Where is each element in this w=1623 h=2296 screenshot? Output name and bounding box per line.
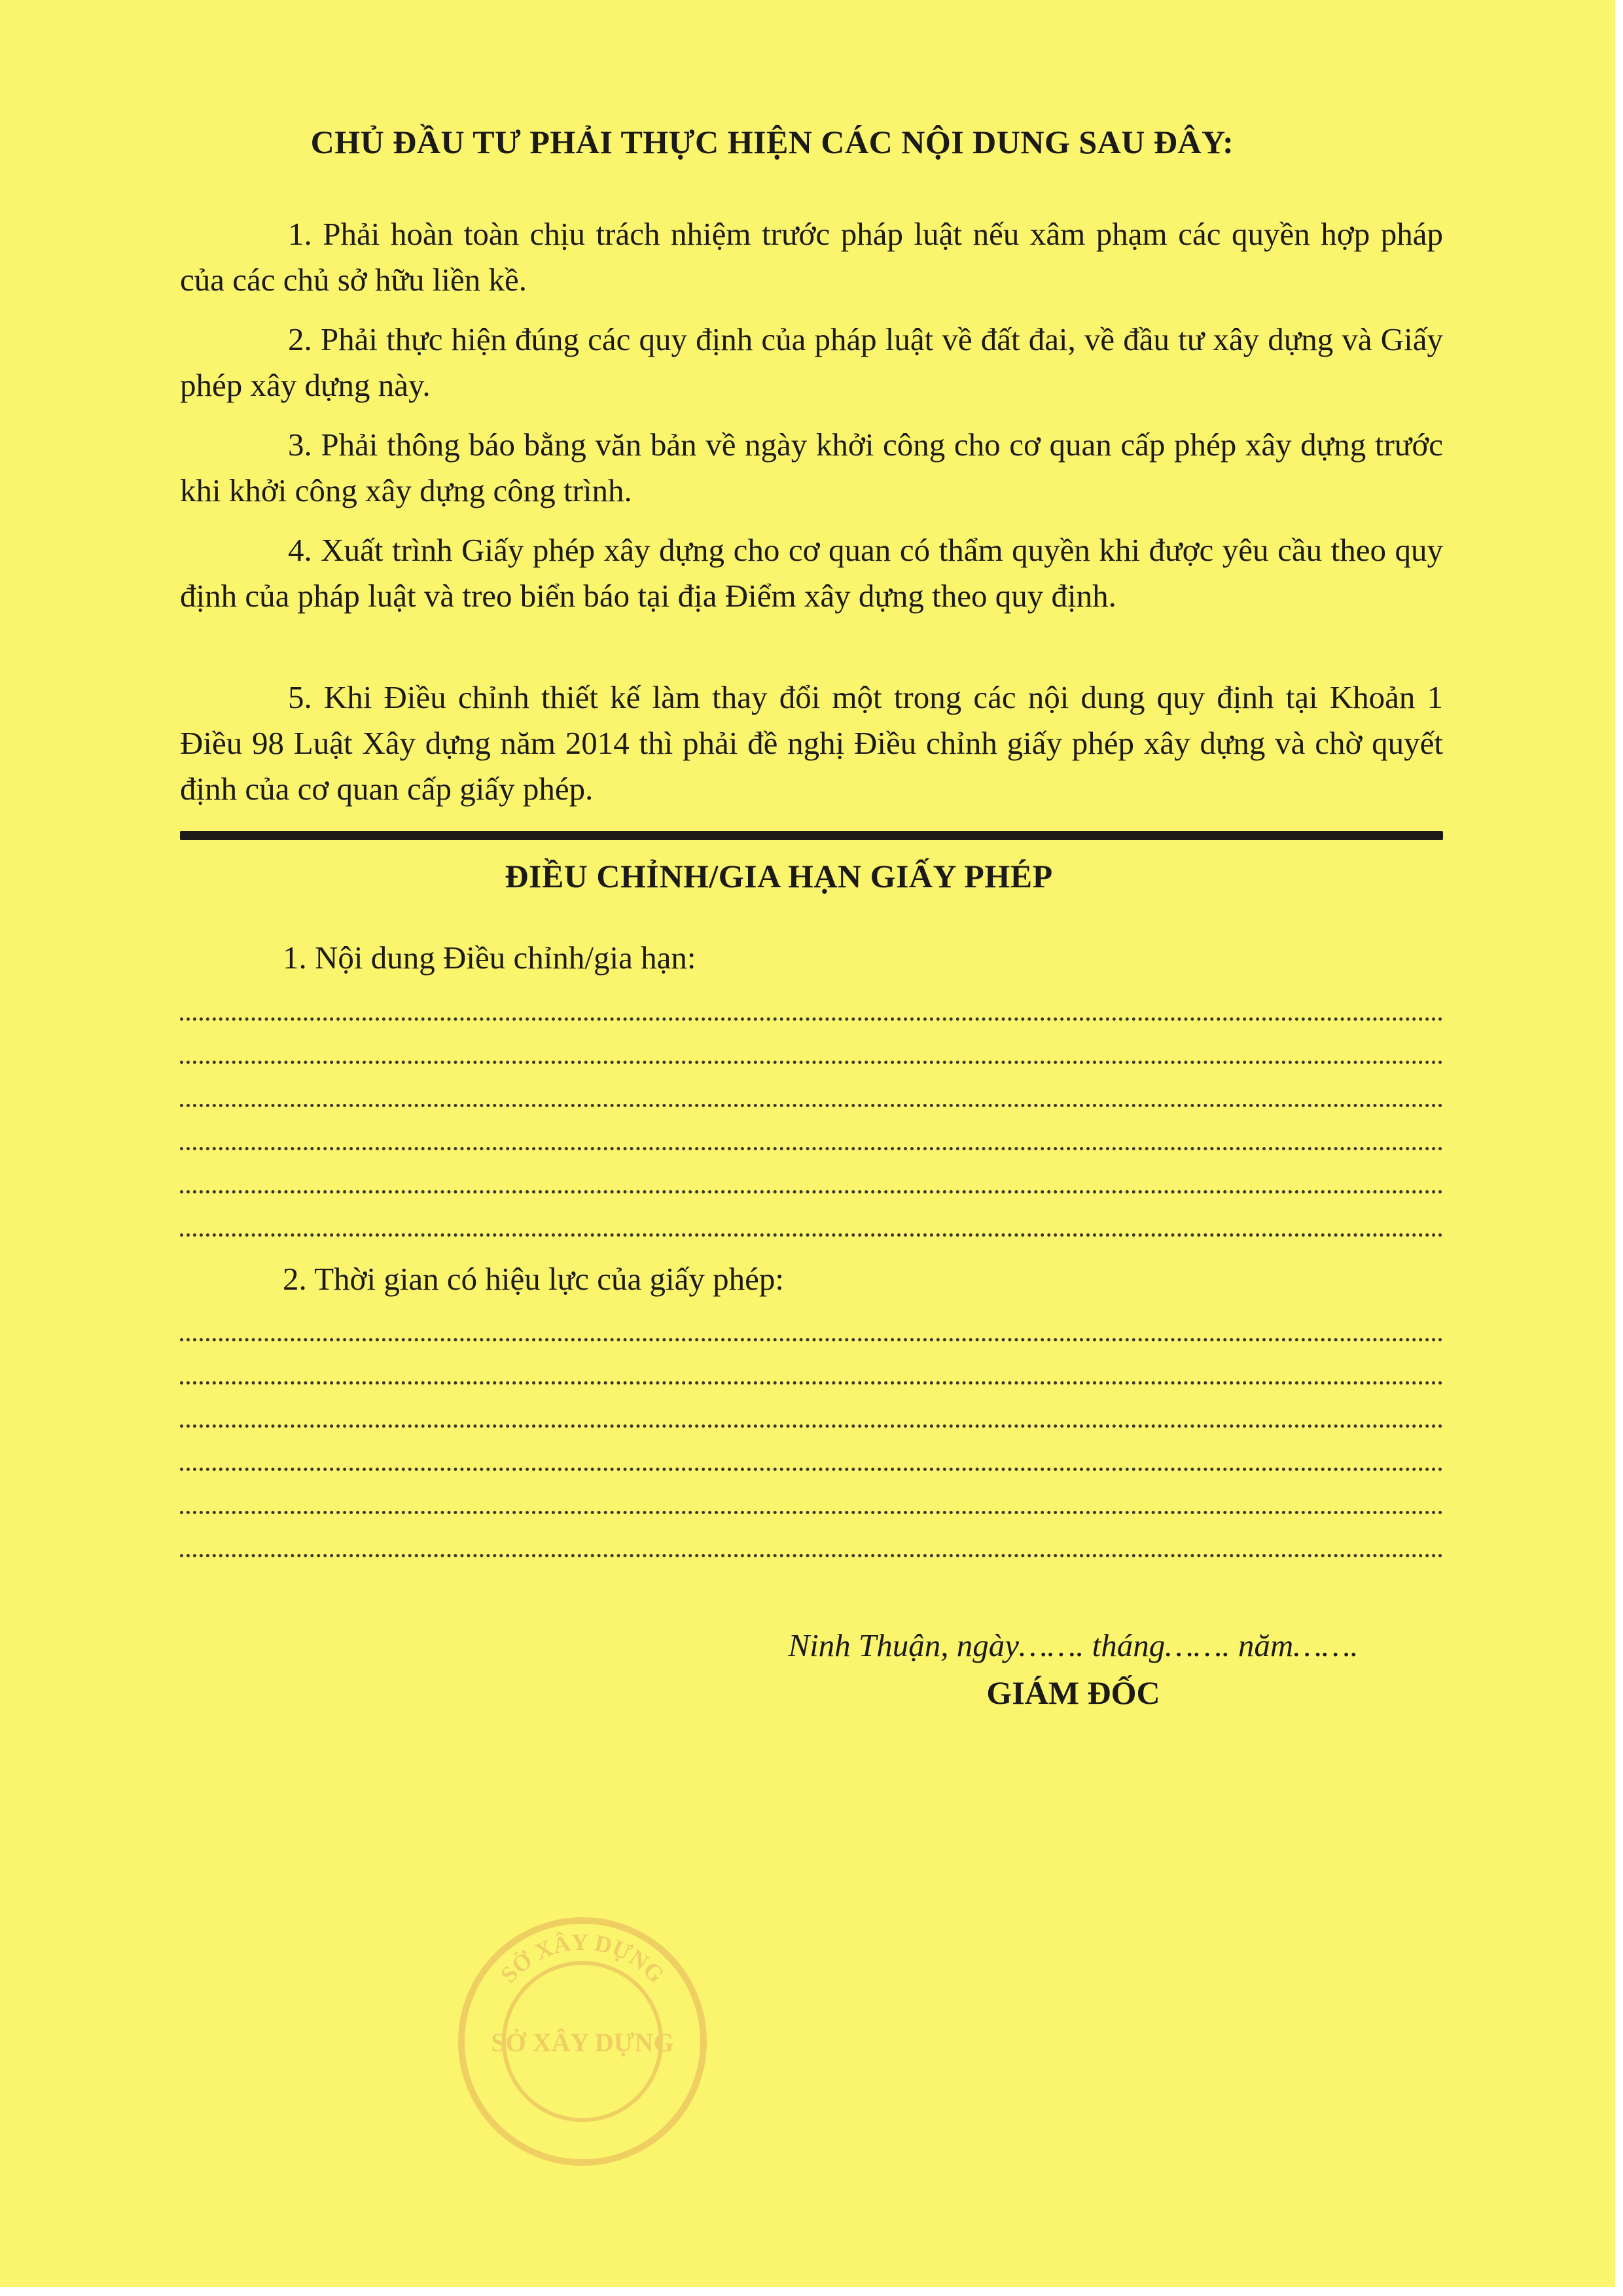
adjustment-fill-line[interactable] — [180, 1104, 1443, 1107]
validity-fill-line[interactable] — [180, 1424, 1443, 1428]
adjustment-fill-line[interactable] — [180, 1061, 1443, 1064]
obligation-item-5: 5. Khi Điều chỉnh thiết kế làm thay đổi một trong các nội dung quy định tại Khoản 1 Điều 98 Luật Xây dựng năm 2014 thì phải đề nghị Điều chỉnh giấy phép xây dựng và chờ quyết định của cơ quan cấp giấy phép. — [180, 679, 1443, 807]
obligation-item-1: 1. Phải hoàn toàn chịu trách nhiệm trước pháp luật nếu xâm phạm các quyền hợp pháp của các chủ sở hữu liền kề. — [180, 216, 1443, 298]
adjustment-fill-line[interactable] — [180, 1190, 1443, 1193]
obligation-item-2: 2. Phải thực hiện đúng các quy định của pháp luật về đất đai, về đầu tư xây dựng và Giấy phép xây dựng này. — [180, 321, 1443, 403]
obligation-item-4: 4. Xuất trình Giấy phép xây dựng cho cơ quan có thẩm quyền khi được yêu cầu theo quy định của pháp luật và treo biển báo tại địa Điểm xây dựng theo quy định. — [180, 532, 1443, 614]
adjustment-fill-line[interactable] — [180, 1017, 1443, 1021]
adjustment-fill-line[interactable] — [180, 1233, 1443, 1237]
obligation-item-3: 3. Phải thông báo bằng văn bản về ngày khởi công cho cơ quan cấp phép xây dựng trước khi khởi công xây dựng công trình. — [180, 427, 1443, 508]
stamp-arc-text: SỞ XÂY DỰNG — [495, 1928, 669, 1988]
validity-fill-line[interactable] — [180, 1381, 1443, 1385]
adjustment-fill-line[interactable] — [180, 1147, 1443, 1150]
adjustment-heading: ĐIỀU CHỈNH/GIA HẠN GIẤY PHÉP — [505, 858, 1053, 894]
signer-title: GIÁM ĐỐC — [986, 1674, 1160, 1711]
section-divider — [180, 831, 1443, 840]
validity-fill-line[interactable] — [180, 1554, 1443, 1557]
main-heading: CHỦ ĐẦU TƯ PHẢI THỰC HIỆN CÁC NỘI DUNG SAU ĐÂY: — [310, 124, 1234, 160]
validity-fill-line[interactable] — [180, 1468, 1443, 1471]
stamp-center-text: SỞ XÂY DỰNG — [491, 2028, 674, 2057]
validity-period-label: 2. Thời gian có hiệu lực của giấy phép: — [283, 1261, 784, 1297]
faded-seal-stamp — [452, 1911, 713, 2172]
place-and-date: Ninh Thuận, ngày……. tháng……. năm……. — [788, 1627, 1359, 1663]
validity-fill-line[interactable] — [180, 1338, 1443, 1341]
adjustment-content-label: 1. Nội dung Điều chỉnh/gia hạn: — [283, 940, 696, 976]
validity-fill-line[interactable] — [180, 1511, 1443, 1514]
